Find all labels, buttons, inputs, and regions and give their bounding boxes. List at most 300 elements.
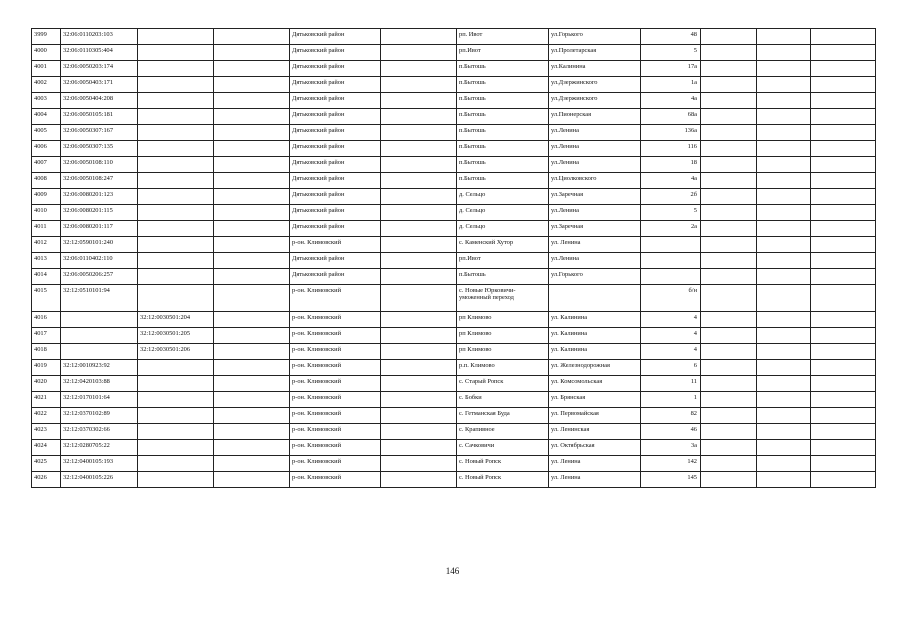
table-row (32, 61, 876, 77)
empty-cell (701, 328, 757, 344)
street-cell: ул.Ленина (549, 157, 641, 173)
house-number-cell: 4а (641, 173, 701, 189)
empty-cell (214, 45, 290, 61)
cadastral-number-cell: 32:06:0080201:115 (61, 205, 138, 221)
table-row (32, 456, 876, 472)
cadastral-number-cell: 32:06:0050404:208 (61, 93, 138, 109)
empty-cell (214, 253, 290, 269)
row-number-cell: 4023 (32, 424, 61, 440)
empty-cell (757, 141, 811, 157)
empty-cell (381, 424, 457, 440)
cadastral-number-cell: 32:12:0590101:240 (61, 237, 138, 253)
empty-cell (381, 269, 457, 285)
street-cell: ул. Калинина (549, 312, 641, 328)
empty-cell (811, 253, 876, 269)
settlement-cell: д. Сельцо (457, 221, 549, 237)
empty-cell (757, 456, 811, 472)
table-row (32, 392, 876, 408)
street-cell: ул. Первомайская (549, 408, 641, 424)
row-number-cell: 4021 (32, 392, 61, 408)
settlement-cell: рп Климово (457, 312, 549, 328)
settlement-cell: п.Бытошь (457, 125, 549, 141)
row-number-cell: 4025 (32, 456, 61, 472)
empty-cell (381, 456, 457, 472)
empty-cell (701, 109, 757, 125)
empty-cell (701, 237, 757, 253)
empty-cell (757, 45, 811, 61)
cadastral-number-alt-cell (138, 360, 214, 376)
street-cell: ул.Циолковского (549, 173, 641, 189)
table-row (32, 189, 876, 205)
table-row (32, 360, 876, 376)
house-number-cell: 3а (641, 440, 701, 456)
district-cell: Дятьковский район (290, 205, 381, 221)
empty-cell (701, 93, 757, 109)
empty-cell (757, 376, 811, 392)
cadastral-number-cell: 32:06:0050105:181 (61, 109, 138, 125)
empty-cell (701, 472, 757, 488)
street-cell: ул.Заречная (549, 189, 641, 205)
empty-cell (757, 408, 811, 424)
row-number-cell: 4008 (32, 173, 61, 189)
cadastral-number-cell: 32:12:0010923:92 (61, 360, 138, 376)
street-cell: ул. Брянская (549, 392, 641, 408)
house-number-cell: 11 (641, 376, 701, 392)
cadastral-number-cell: 32:12:0370102:89 (61, 408, 138, 424)
empty-cell (811, 376, 876, 392)
empty-cell (757, 93, 811, 109)
street-cell: ул. Ленина (549, 237, 641, 253)
empty-cell (811, 141, 876, 157)
empty-cell (811, 285, 876, 312)
empty-cell (757, 157, 811, 173)
empty-cell (811, 392, 876, 408)
district-cell: Дятьковский район (290, 109, 381, 125)
empty-cell (757, 312, 811, 328)
settlement-cell: с. Крапивное (457, 424, 549, 440)
settlement-cell: д. Сельцо (457, 205, 549, 221)
house-number-cell: 82 (641, 408, 701, 424)
cadastral-number-alt-cell (138, 205, 214, 221)
empty-cell (214, 376, 290, 392)
cadastral-number-cell (61, 328, 138, 344)
district-cell: Дятьковский район (290, 141, 381, 157)
house-number-cell: б/н (641, 285, 701, 312)
district-cell: Дятьковский район (290, 77, 381, 93)
district-cell: р-он. Климовский (290, 408, 381, 424)
row-number-cell: 4013 (32, 253, 61, 269)
street-cell: ул.Дзержинского (549, 93, 641, 109)
cadastral-number-alt-cell: 32:12:0030501:205 (138, 328, 214, 344)
settlement-cell: с. Бобки (457, 392, 549, 408)
empty-cell (811, 77, 876, 93)
settlement-cell: п.Бытошь (457, 269, 549, 285)
table-row (32, 205, 876, 221)
settlement-cell: п.Бытошь (457, 173, 549, 189)
empty-cell (214, 29, 290, 45)
empty-cell (701, 77, 757, 93)
district-cell: р-он. Климовский (290, 456, 381, 472)
empty-cell (757, 269, 811, 285)
district-cell: р-он. Климовский (290, 237, 381, 253)
empty-cell (381, 237, 457, 253)
table-row (32, 45, 876, 61)
empty-cell (214, 77, 290, 93)
house-number-cell: 1а (641, 77, 701, 93)
house-number-cell: 4 (641, 312, 701, 328)
row-number-cell: 4002 (32, 77, 61, 93)
empty-cell (811, 189, 876, 205)
district-cell: р-он. Климовский (290, 376, 381, 392)
empty-cell (214, 125, 290, 141)
row-number-cell: 4015 (32, 285, 61, 312)
empty-cell (811, 408, 876, 424)
empty-cell (214, 141, 290, 157)
empty-cell (701, 61, 757, 77)
row-number-cell: 4003 (32, 93, 61, 109)
empty-cell (381, 376, 457, 392)
table-row (32, 77, 876, 93)
cadastral-number-alt-cell (138, 221, 214, 237)
empty-cell (811, 424, 876, 440)
empty-cell (381, 221, 457, 237)
table-row (32, 253, 876, 269)
table-row (32, 125, 876, 141)
empty-cell (701, 440, 757, 456)
cadastral-number-cell: 32:12:0420103:88 (61, 376, 138, 392)
empty-cell (214, 61, 290, 77)
empty-cell (701, 424, 757, 440)
empty-cell (811, 93, 876, 109)
empty-cell (701, 205, 757, 221)
cadastral-number-cell: 32:06:0050403:171 (61, 77, 138, 93)
row-number-cell: 4004 (32, 109, 61, 125)
house-number-cell: 48 (641, 29, 701, 45)
empty-cell (701, 285, 757, 312)
house-number-cell: 5 (641, 45, 701, 61)
cadastral-number-alt-cell (138, 61, 214, 77)
settlement-cell: п.Бытошь (457, 61, 549, 77)
house-number-cell: 2а (641, 221, 701, 237)
table-row (32, 408, 876, 424)
cadastral-number-alt-cell (138, 173, 214, 189)
empty-cell (757, 173, 811, 189)
page-number: 146 (445, 566, 460, 576)
table-row (32, 328, 876, 344)
district-cell: Дятьковский район (290, 125, 381, 141)
district-cell: р-он. Климовский (290, 472, 381, 488)
row-number-cell: 4006 (32, 141, 61, 157)
district-cell: р-он. Климовский (290, 285, 381, 312)
cadastral-number-alt-cell (138, 109, 214, 125)
district-cell: Дятьковский район (290, 157, 381, 173)
empty-cell (811, 157, 876, 173)
empty-cell (701, 408, 757, 424)
cadastral-number-cell (61, 312, 138, 328)
street-cell: ул. Калинина (549, 328, 641, 344)
street-cell: ул.Дзержинского (549, 77, 641, 93)
empty-cell (757, 189, 811, 205)
empty-cell (811, 456, 876, 472)
street-cell: ул. Октябрьская (549, 440, 641, 456)
cadastral-number-alt-cell (138, 392, 214, 408)
settlement-cell: с. Новые Юрковичи-уможенный переход (457, 285, 549, 312)
settlement-cell: п.Бытошь (457, 157, 549, 173)
district-cell: р-он. Климовский (290, 344, 381, 360)
settlement-cell: р.п. Климово (457, 360, 549, 376)
empty-cell (214, 456, 290, 472)
district-cell: Дятьковский район (290, 269, 381, 285)
house-number-cell: 145 (641, 472, 701, 488)
house-number-cell: 1 (641, 392, 701, 408)
cadastral-number-alt-cell (138, 29, 214, 45)
empty-cell (701, 456, 757, 472)
empty-cell (701, 392, 757, 408)
empty-cell (811, 312, 876, 328)
settlement-cell: с. Каменский Хутор (457, 237, 549, 253)
empty-cell (214, 424, 290, 440)
empty-cell (811, 61, 876, 77)
empty-cell (701, 253, 757, 269)
empty-cell (757, 221, 811, 237)
cadastral-number-alt-cell (138, 424, 214, 440)
empty-cell (811, 173, 876, 189)
empty-cell (381, 440, 457, 456)
empty-cell (381, 45, 457, 61)
table-row (32, 109, 876, 125)
row-number-cell: 4026 (32, 472, 61, 488)
empty-cell (381, 253, 457, 269)
empty-cell (811, 237, 876, 253)
cadastral-number-cell: 32:12:0510101:94 (61, 285, 138, 312)
settlement-cell: рп Климово (457, 328, 549, 344)
cadastral-number-alt-cell (138, 440, 214, 456)
empty-cell (701, 221, 757, 237)
street-cell: ул.Ленина (549, 205, 641, 221)
district-cell: Дятьковский район (290, 93, 381, 109)
cadastral-number-cell: 32:06:0110305:404 (61, 45, 138, 61)
district-cell: Дятьковский район (290, 45, 381, 61)
cadastral-number-cell: 32:12:0400105:226 (61, 472, 138, 488)
empty-cell (811, 344, 876, 360)
street-cell: ул. Ленина (549, 472, 641, 488)
empty-cell (811, 472, 876, 488)
empty-cell (811, 269, 876, 285)
empty-cell (757, 77, 811, 93)
empty-cell (214, 285, 290, 312)
empty-cell (214, 237, 290, 253)
row-number-cell: 4005 (32, 125, 61, 141)
empty-cell (381, 285, 457, 312)
district-cell: р-он. Климовский (290, 360, 381, 376)
empty-cell (381, 157, 457, 173)
cadastral-number-cell: 32:06:0050108:110 (61, 157, 138, 173)
row-number-cell: 4022 (32, 408, 61, 424)
house-number-cell (641, 269, 701, 285)
table-row (32, 285, 876, 312)
table-row (32, 440, 876, 456)
cadastral-number-cell: 32:12:0280705:22 (61, 440, 138, 456)
row-number-cell: 4017 (32, 328, 61, 344)
cadastral-number-alt-cell (138, 269, 214, 285)
cadastral-number-alt-cell (138, 285, 214, 312)
settlement-cell: с. Гетманская Буда (457, 408, 549, 424)
empty-cell (214, 312, 290, 328)
empty-cell (811, 205, 876, 221)
empty-cell (214, 440, 290, 456)
registry-table (31, 28, 876, 488)
settlement-cell: рп.Ивот (457, 253, 549, 269)
street-cell: ул.Ленина (549, 125, 641, 141)
street-cell: ул.Ленина (549, 141, 641, 157)
cadastral-number-alt-cell (138, 157, 214, 173)
row-number-cell: 4016 (32, 312, 61, 328)
row-number-cell: 4024 (32, 440, 61, 456)
cadastral-number-alt-cell (138, 237, 214, 253)
house-number-cell: 2б (641, 189, 701, 205)
empty-cell (214, 173, 290, 189)
empty-cell (381, 173, 457, 189)
empty-cell (757, 392, 811, 408)
empty-cell (214, 221, 290, 237)
house-number-cell (641, 237, 701, 253)
row-number-cell: 3999 (32, 29, 61, 45)
street-cell: ул. Комсомольская (549, 376, 641, 392)
cadastral-number-alt-cell (138, 141, 214, 157)
row-number-cell: 4018 (32, 344, 61, 360)
house-number-cell: 46 (641, 424, 701, 440)
street-cell: ул.Горького (549, 269, 641, 285)
empty-cell (214, 472, 290, 488)
cadastral-number-cell: 32:06:0080201:123 (61, 189, 138, 205)
empty-cell (381, 109, 457, 125)
cadastral-number-cell: 32:06:0110203:103 (61, 29, 138, 45)
cadastral-number-cell: 32:06:0050206:257 (61, 269, 138, 285)
table-row (32, 173, 876, 189)
table-row (32, 376, 876, 392)
empty-cell (214, 269, 290, 285)
empty-cell (757, 328, 811, 344)
empty-cell (757, 360, 811, 376)
street-cell: ул.Заречная (549, 221, 641, 237)
empty-cell (214, 109, 290, 125)
house-number-cell: 5 (641, 205, 701, 221)
cadastral-number-alt-cell: 32:12:0030501:206 (138, 344, 214, 360)
empty-cell (811, 328, 876, 344)
settlement-cell: п.Бытошь (457, 141, 549, 157)
settlement-cell: п.Бытошь (457, 77, 549, 93)
empty-cell (381, 125, 457, 141)
cadastral-number-cell: 32:12:0170101:64 (61, 392, 138, 408)
settlement-cell: с. Новый Ропск (457, 472, 549, 488)
empty-cell (757, 109, 811, 125)
district-cell: Дятьковский район (290, 29, 381, 45)
cadastral-number-cell: 32:12:0400105:193 (61, 456, 138, 472)
row-number-cell: 4007 (32, 157, 61, 173)
street-cell: ул.Пролетарская (549, 45, 641, 61)
street-cell: ул.Калинина (549, 61, 641, 77)
house-number-cell: 68а (641, 109, 701, 125)
empty-cell (701, 157, 757, 173)
cadastral-number-alt-cell (138, 376, 214, 392)
district-cell: Дятьковский район (290, 173, 381, 189)
row-number-cell: 4019 (32, 360, 61, 376)
empty-cell (381, 312, 457, 328)
cadastral-number-alt-cell (138, 189, 214, 205)
cadastral-number-alt-cell (138, 456, 214, 472)
settlement-cell: с. Сачковичи (457, 440, 549, 456)
empty-cell (757, 440, 811, 456)
district-cell: Дятьковский район (290, 253, 381, 269)
settlement-cell: с. Старый Ропск (457, 376, 549, 392)
empty-cell (757, 253, 811, 269)
empty-cell (214, 93, 290, 109)
cadastral-number-alt-cell (138, 45, 214, 61)
empty-cell (757, 29, 811, 45)
district-cell: Дятьковский район (290, 221, 381, 237)
street-cell: ул. Железнодорожная (549, 360, 641, 376)
cadastral-number-cell: 32:06:0080201:117 (61, 221, 138, 237)
house-number-cell (641, 253, 701, 269)
empty-cell (214, 189, 290, 205)
empty-cell (381, 472, 457, 488)
empty-cell (811, 221, 876, 237)
empty-cell (757, 205, 811, 221)
empty-cell (381, 408, 457, 424)
table-row (32, 424, 876, 440)
table-row (32, 472, 876, 488)
cadastral-number-alt-cell (138, 93, 214, 109)
house-number-cell: 18 (641, 157, 701, 173)
settlement-cell: п.Бытошь (457, 93, 549, 109)
empty-cell (701, 344, 757, 360)
cadastral-number-alt-cell (138, 125, 214, 141)
empty-cell (214, 344, 290, 360)
house-number-cell: 4 (641, 328, 701, 344)
settlement-cell: д. Сельцо (457, 189, 549, 205)
house-number-cell: 142 (641, 456, 701, 472)
empty-cell (701, 29, 757, 45)
empty-cell (811, 109, 876, 125)
empty-cell (701, 376, 757, 392)
cadastral-number-cell: 32:12:0370302:66 (61, 424, 138, 440)
table-row (32, 93, 876, 109)
district-cell: Дятьковский район (290, 61, 381, 77)
table-row (32, 141, 876, 157)
empty-cell (214, 328, 290, 344)
table-row (32, 344, 876, 360)
empty-cell (757, 237, 811, 253)
empty-cell (214, 408, 290, 424)
settlement-cell: с. Новый Ропск (457, 456, 549, 472)
empty-cell (701, 173, 757, 189)
empty-cell (381, 93, 457, 109)
cadastral-number-alt-cell (138, 77, 214, 93)
empty-cell (381, 360, 457, 376)
settlement-cell: рп Климово (457, 344, 549, 360)
empty-cell (381, 328, 457, 344)
row-number-cell: 4012 (32, 237, 61, 253)
empty-cell (701, 312, 757, 328)
table-row (32, 29, 876, 45)
cadastral-number-cell: 32:06:0050203:174 (61, 61, 138, 77)
row-number-cell: 4011 (32, 221, 61, 237)
district-cell: Дятьковский район (290, 189, 381, 205)
street-cell: ул.Ленина (549, 253, 641, 269)
empty-cell (214, 360, 290, 376)
empty-cell (811, 45, 876, 61)
house-number-cell: 17а (641, 61, 701, 77)
